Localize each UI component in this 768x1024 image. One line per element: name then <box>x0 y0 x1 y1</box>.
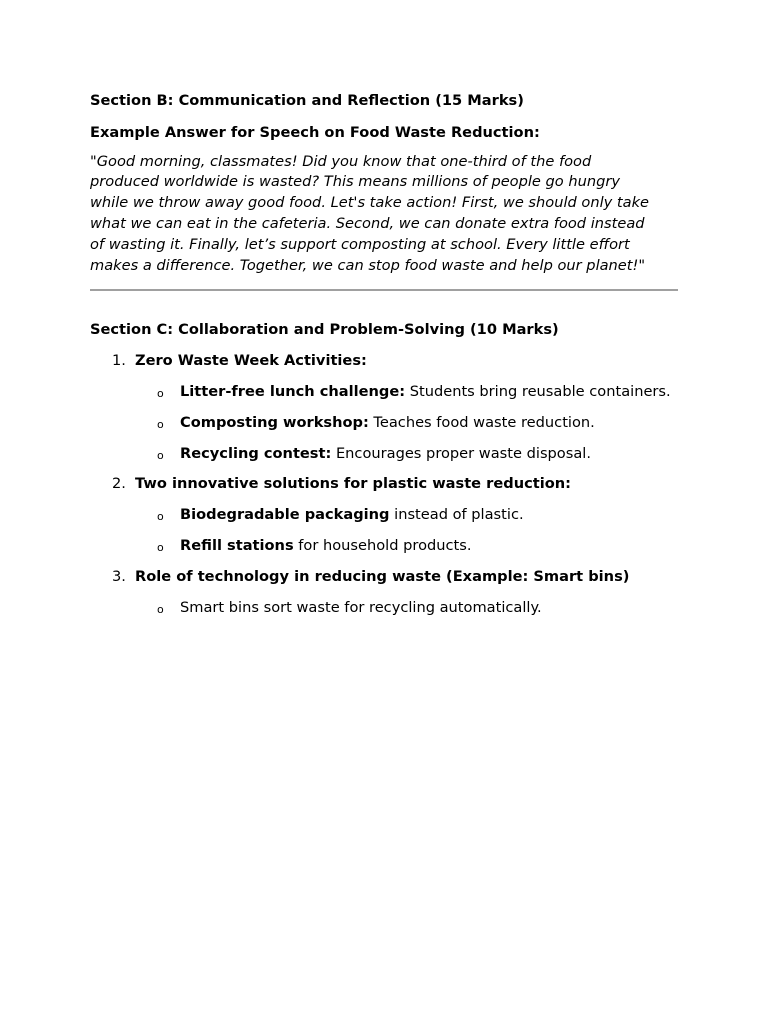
horizontal-divider <box>90 289 678 291</box>
sub-list <box>135 505 678 557</box>
speech-line: while we throw away good food. Let's take action! First, we should only take <box>90 194 650 212</box>
speech-line: of wasting it. Finally, let’s support composting at school. Every little effort <box>90 235 630 253</box>
sub-list-item <box>135 382 678 403</box>
speech-line: makes a difference. Together, we can stop food waste and help our planet!" <box>90 256 646 274</box>
sub-item-label: Recycling contest: <box>180 444 332 462</box>
bullet-icon: o <box>157 602 164 616</box>
sub-list-item <box>135 505 678 526</box>
sub-list <box>135 382 678 464</box>
sub-item-label: Biodegradable packaging <box>180 506 390 524</box>
bullet-icon: o <box>157 417 164 431</box>
sub-list <box>135 598 678 619</box>
sub-item-label: Litter-free lunch challenge: <box>180 382 406 400</box>
list-number: 3. <box>112 567 126 585</box>
sub-item-text: Teaches food waste reduction. <box>368 413 595 431</box>
section-c-title: Section C: Collaboration and Problem-Solving (10 Marks) <box>90 321 559 339</box>
list-item-heading: Role of technology in reducing waste (Example: Smart bins) <box>135 567 630 585</box>
bullet-icon: o <box>157 510 164 524</box>
bullet-icon: o <box>157 386 164 400</box>
list-item-technology-role <box>90 567 678 619</box>
list-item-zero-waste-week <box>90 351 678 464</box>
example-answer-title: Example Answer for Speech on Food Waste Reduction: <box>90 123 540 141</box>
sub-list-item <box>135 536 678 557</box>
sub-item-text: Students bring reusable containers. <box>405 382 671 400</box>
sub-item-label: Composting workshop: <box>180 413 369 431</box>
sub-item-text: Smart bins sort waste for recycling automatically. <box>180 598 542 616</box>
bullet-icon: o <box>157 540 164 554</box>
sub-item-text: Encourages proper waste disposal. <box>331 444 591 462</box>
list-number: 2. <box>112 475 126 493</box>
section-b-title: Section B: Communication and Reflection (15 Marks) <box>90 92 524 109</box>
speech-line: "Good morning, classmates! Did you know that one-third of the food <box>90 152 592 170</box>
list-number: 1. <box>112 352 126 370</box>
document-page <box>90 91 678 628</box>
list-item-heading: Zero Waste Week Activities: <box>135 352 367 370</box>
sub-item-label: Refill stations <box>180 536 294 554</box>
sub-list-item <box>135 598 678 619</box>
speech-text <box>90 152 678 277</box>
section-c-list <box>90 351 678 618</box>
list-item-plastic-solutions <box>90 474 678 556</box>
bullet-icon: o <box>157 448 164 462</box>
sub-list-item <box>135 413 678 434</box>
sub-item-text: instead of plastic. <box>389 506 524 524</box>
sub-list-item <box>135 444 678 465</box>
sub-item-text: for household products. <box>293 536 472 554</box>
speech-line: produced worldwide is wasted? This means millions of people go hungry <box>90 173 621 191</box>
list-item-heading: Two innovative solutions for plastic waste reduction: <box>135 475 571 493</box>
speech-line: what we can eat in the cafeteria. Second, we can donate extra food instead <box>90 214 645 232</box>
